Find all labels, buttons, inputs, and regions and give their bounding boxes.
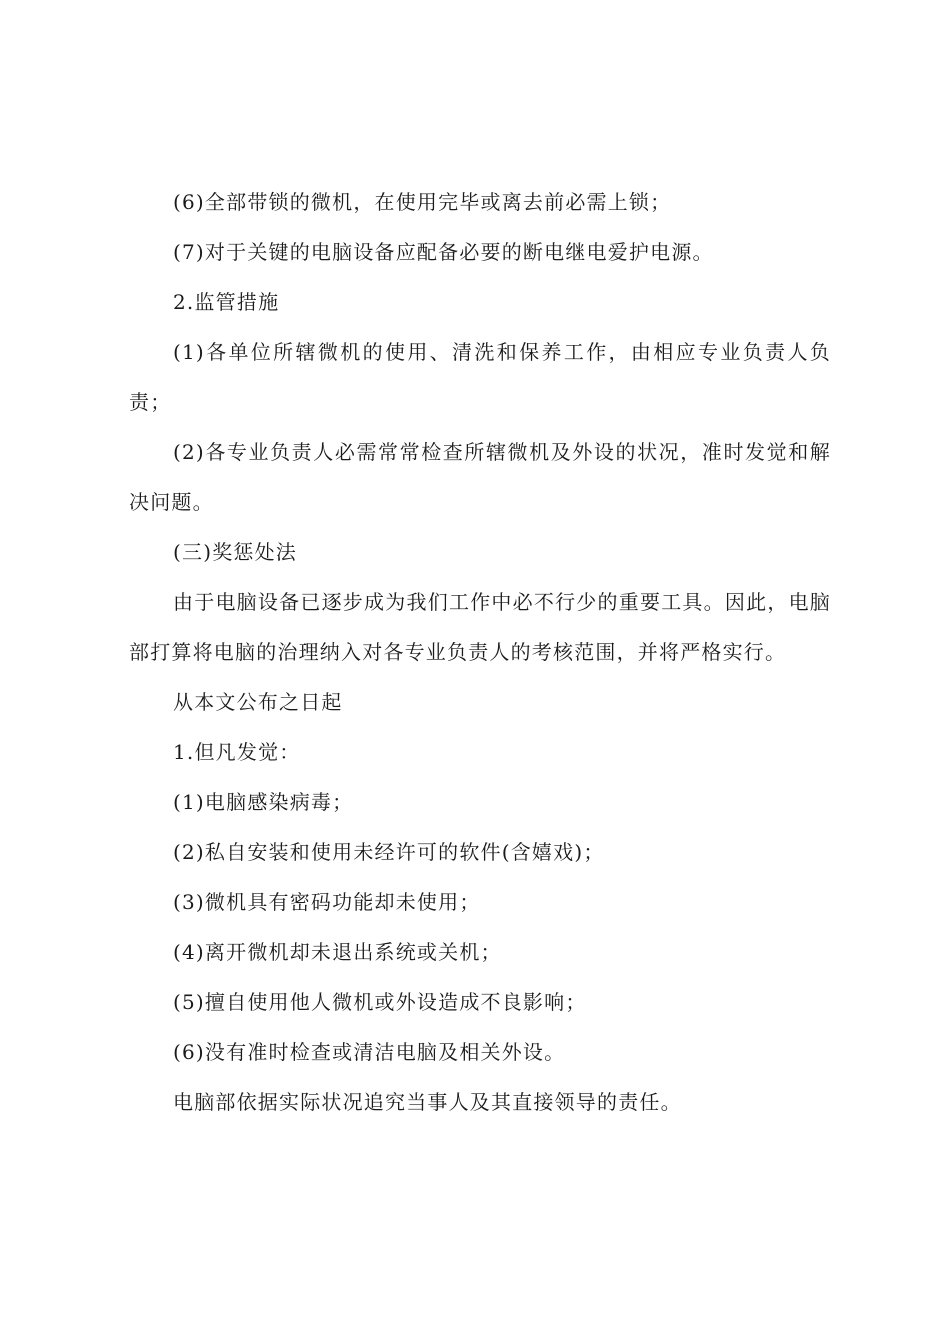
- list-item-unauthorized-software: (2)私自安装和使用未经许可的软件(含嬉戏)；: [173, 840, 605, 864]
- paragraph-inspection: (2)各专业负责人必需常常检查所辖微机及外设的状况，准时发觉和解决问题。: [129, 440, 831, 514]
- paragraph-power-protection: (7)对于关键的电脑设备应配备必要的断电继电爱护电源。: [173, 240, 714, 264]
- section-heading-rewards-penalties: (三)奖惩处法: [173, 540, 298, 564]
- paragraph-accountability: 电脑部依据实际状况追究当事人及其直接领导的责任。: [173, 1090, 682, 1114]
- list-item-misuse: (5)擅自使用他人微机或外设造成不良影响；: [173, 990, 587, 1014]
- list-item-password-unused: (3)微机具有密码功能却未使用；: [173, 890, 481, 914]
- paragraph-locking-rule: (6)全部带锁的微机，在使用完毕或离去前必需上锁；: [173, 190, 672, 214]
- document-body: [129, 177, 831, 1127]
- paragraph-effective-date: 从本文公布之日起: [173, 690, 343, 714]
- list-item-virus: (1)电脑感染病毒；: [173, 790, 354, 814]
- paragraph-responsibility: (1)各单位所辖微机的使用、清洗和保养工作，由相应专业负责人负责；: [129, 340, 831, 414]
- list-item-not-logged-out: (4)离开微机却未退出系统或关机；: [173, 940, 502, 964]
- section-heading-supervision: 2.监管措施: [173, 290, 280, 314]
- list-heading-findings: 1.但凡发觉：: [173, 740, 301, 764]
- paragraph-assessment: 由于电脑设备已逐步成为我们工作中必不行少的重要工具。因此，电脑部打算将电脑的治理纳入对各专业负责人的考核范围，并将严格实行。: [129, 590, 831, 664]
- list-item-no-cleaning: (6)没有准时检查或清洁电脑及相关外设。: [173, 1040, 566, 1064]
